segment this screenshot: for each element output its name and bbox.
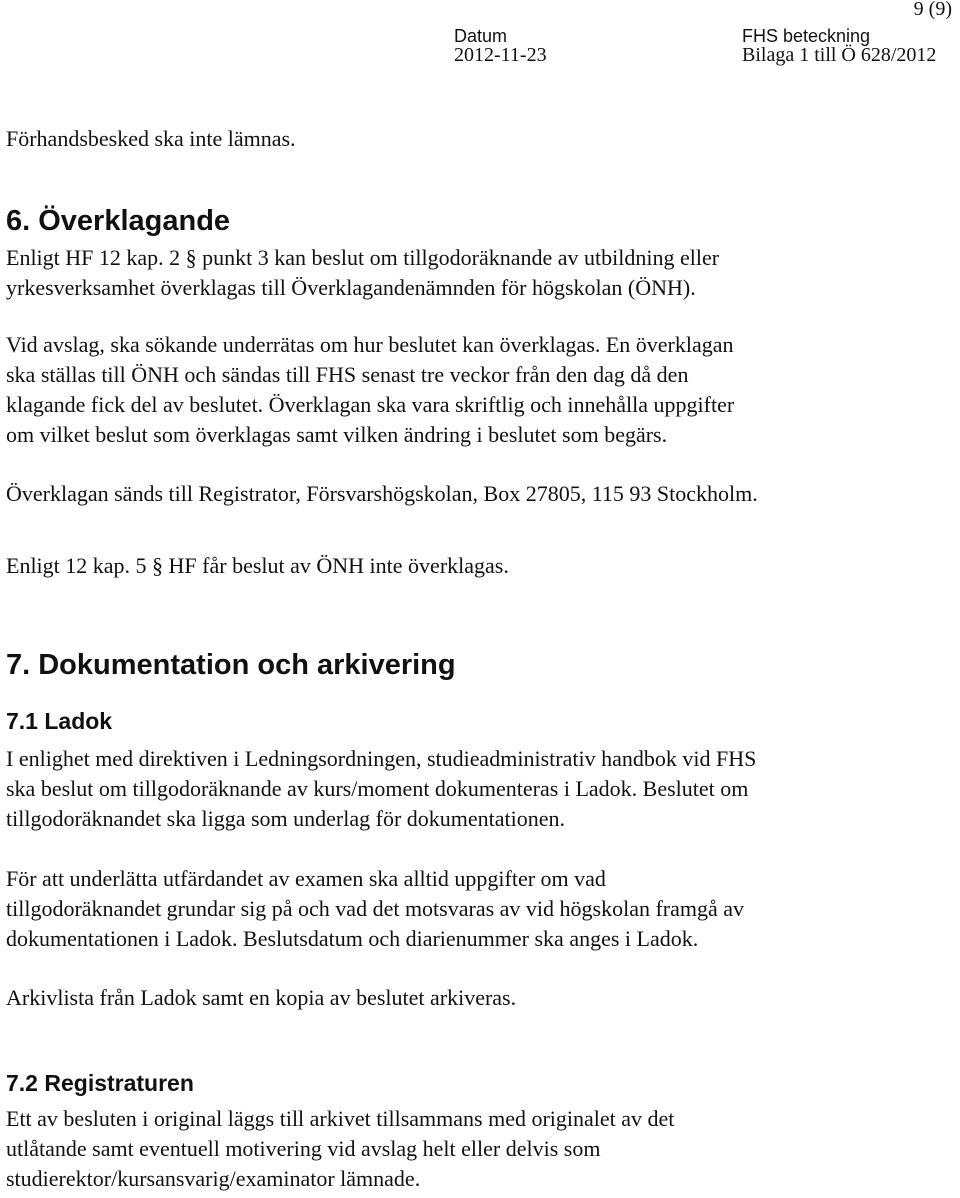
- text-line: klagande fick del av beslutet. Överklagan ska vara skriftlig och innehålla uppgifter: [6, 392, 735, 417]
- intro-text: Förhandsbesked ska inte lämnas.: [6, 126, 296, 151]
- text-line: studierektor/kursansvarig/examinator lämnade.: [6, 1166, 421, 1191]
- ref-value: Bilaga 1 till Ö 628/2012: [742, 44, 937, 66]
- text-line: dokumentationen i Ladok. Beslutsdatum och diarienummer ska anges i Ladok.: [6, 926, 699, 951]
- text-line: tillgodoräknandet ska ligga som underlag för dokumentationen.: [6, 806, 566, 831]
- section-6-paragraph-4: Enligt 12 kap. 5 § HF får beslut av ÖNH inte överklagas.: [6, 553, 509, 578]
- section-7-1-paragraph-1: [6, 744, 946, 834]
- text-line: om vilket beslut som överklagas samt vilken ändring i beslutet som begärs.: [6, 422, 668, 447]
- text-line: yrkesverksamhet överklagas till Överklagandenämnden för högskolan (ÖNH).: [6, 275, 696, 300]
- text-line: utlåtande samt eventuell motivering vid avslag helt eller delvis som: [6, 1136, 601, 1161]
- page-number: 9 (9): [913, 0, 952, 20]
- date-label: Datum: [454, 26, 508, 46]
- text-line: Ett av besluten i original läggs till arkivet tillsammans med originalet av det: [6, 1106, 675, 1131]
- section-6-paragraph-2: [6, 330, 946, 450]
- text-line: I enlighet med direktiven i Ledningsordningen, studieadministrativ handbok vid FHS: [6, 746, 757, 771]
- section-7-2-heading: 7.2 Registraturen: [6, 1070, 194, 1096]
- text-line: ska ställas till ÖNH och sändas till FHS senast tre veckor från den dag då den: [6, 362, 689, 387]
- section-6-heading: 6. Överklagande: [6, 205, 231, 237]
- text-line: Enligt HF 12 kap. 2 § punkt 3 kan beslut om tillgodoräknande av utbildning eller: [6, 245, 720, 270]
- section-7-2-paragraph-1: [6, 1104, 946, 1194]
- ref-label: FHS beteckning: [742, 26, 871, 46]
- section-7-1-paragraph-3: Arkivlista från Ladok samt en kopia av beslutet arkiveras.: [6, 985, 517, 1010]
- section-7-1-heading: 7.1 Ladok: [6, 708, 113, 734]
- date-value: 2012-11-23: [454, 44, 547, 66]
- section-6-paragraph-1: [6, 243, 946, 303]
- section-7-heading: 7. Dokumentation och arkivering: [6, 649, 456, 681]
- text-line: Vid avslag, ska sökande underrätas om hur beslutet kan överklagas. En överklagan: [6, 332, 734, 357]
- text-line: ska beslut om tillgodoräknande av kurs/moment dokumenteras i Ladok. Beslutet om: [6, 776, 749, 801]
- section-6-paragraph-3: Överklagan sänds till Registrator, Försvarshögskolan, Box 27805, 115 93 Stockholm.: [6, 481, 758, 506]
- text-line: För att underlätta utfärdandet av examen ska alltid uppgifter om vad: [6, 866, 606, 891]
- text-line: tillgodoräknandet grundar sig på och vad det motsvaras av vid högskolan framgå av: [6, 896, 745, 921]
- section-7-1-paragraph-2: [6, 864, 946, 954]
